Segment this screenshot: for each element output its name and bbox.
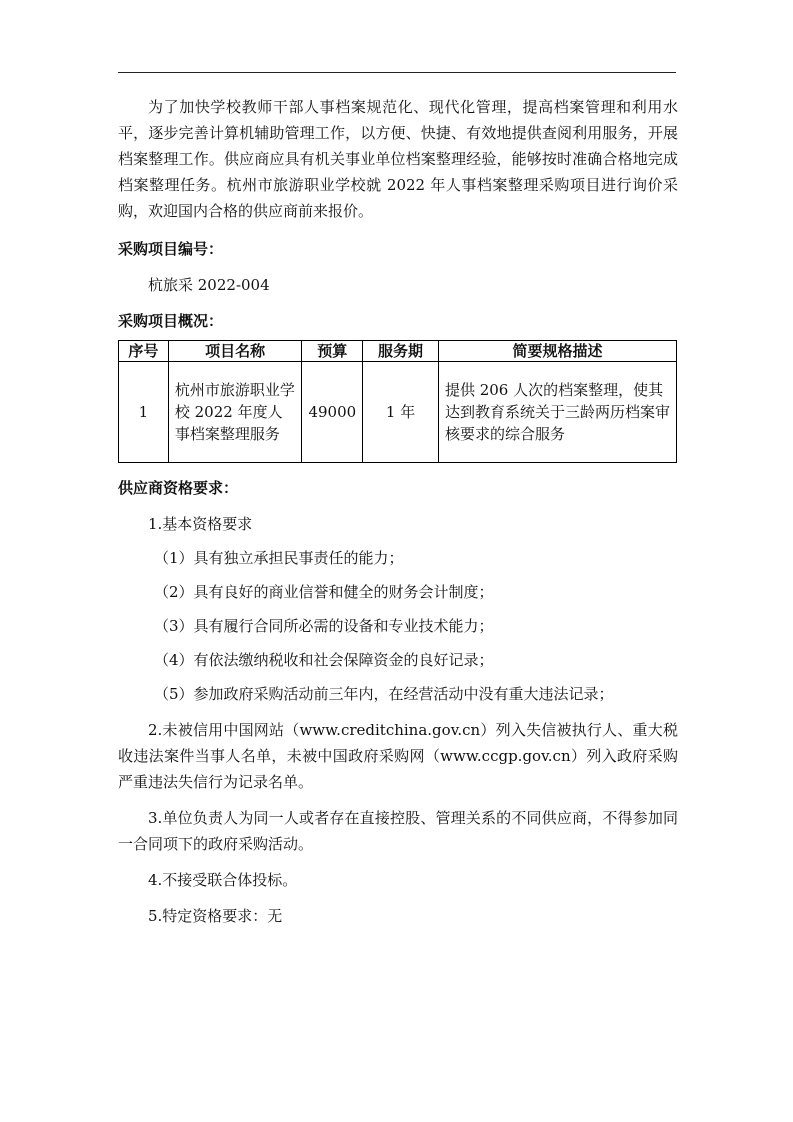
column-header-period: 服务期 [363, 341, 439, 362]
list-item: （1）具有独立承担民事责任的能力； [154, 549, 404, 567]
requirement-3: 3.单位负责人为同一人或者存在直接控股、管理关系的不同供应商，不得参加同一合同项下的政府采购活动。 [118, 809, 678, 853]
cell-budget: 49000 [302, 362, 363, 463]
requirement-2: 2.未被信用中国网站（www.creditchina.gov.cn）列入失信被执行人、重大税收违法案件当事人名单，未被中国政府采购网（www.ccgp.gov.cn）列入政府采购严重违法失信行为记录名单。 [118, 721, 678, 791]
cell-name: 杭州市旅游职业学校 2022 年度人事档案整理服务 [168, 362, 302, 463]
project-overview-table [118, 340, 677, 463]
table-header-row [119, 341, 677, 362]
list-item: （3）具有履行合同所必需的设备和专业技术能力； [154, 617, 494, 635]
document-body [118, 94, 678, 929]
column-header-desc: 简要规格描述 [438, 341, 676, 362]
basic-requirements-title: 1.基本资格要求 [148, 515, 253, 533]
cell-period: 1 年 [363, 362, 439, 463]
project-number-heading: 采购项目编号： [118, 240, 224, 258]
project-overview-heading: 采购项目概况： [118, 312, 224, 330]
requirement-5: 5.特定资格要求：无 [148, 907, 283, 925]
cell-no: 1 [119, 362, 169, 463]
project-number-value: 杭旅采 2022-004 [148, 276, 270, 294]
list-item: （2）具有良好的商业信誉和健全的财务会计制度； [154, 583, 494, 601]
table-row [119, 362, 677, 463]
cell-desc: 提供 206 人次的档案整理，使其达到教育系统关于三龄两历档案审核要求的综合服务 [438, 362, 676, 463]
header-rule [118, 72, 676, 73]
column-header-no: 序号 [119, 341, 169, 362]
list-item: （5）参加政府采购活动前三年内，在经营活动中没有重大违法记录； [154, 685, 614, 703]
column-header-name: 项目名称 [168, 341, 302, 362]
column-header-budget: 预算 [302, 341, 363, 362]
intro-paragraph: 为了加快学校教师干部人事档案规范化、现代化管理，提高档案管理和利用水平，逐步完善计算机辅助管理工作，以方便、快捷、有效地提供查阅利用服务，开展档案整理工作。供应商应具有机关事业单位档案整理经验，能够按时准确合格地完成档案整理任务。杭州市旅游职业学校就 2022 年人事档案整理采购项目进行询价采购，欢迎国内合格的供应商前来报价。 [118, 98, 678, 220]
requirement-4: 4.不接受联合体投标。 [148, 871, 298, 889]
qualifications-heading: 供应商资格要求： [118, 479, 239, 497]
basic-requirements-list [118, 547, 678, 705]
list-item: （4）有依法缴纳税收和社会保障资金的良好记录； [154, 651, 494, 669]
